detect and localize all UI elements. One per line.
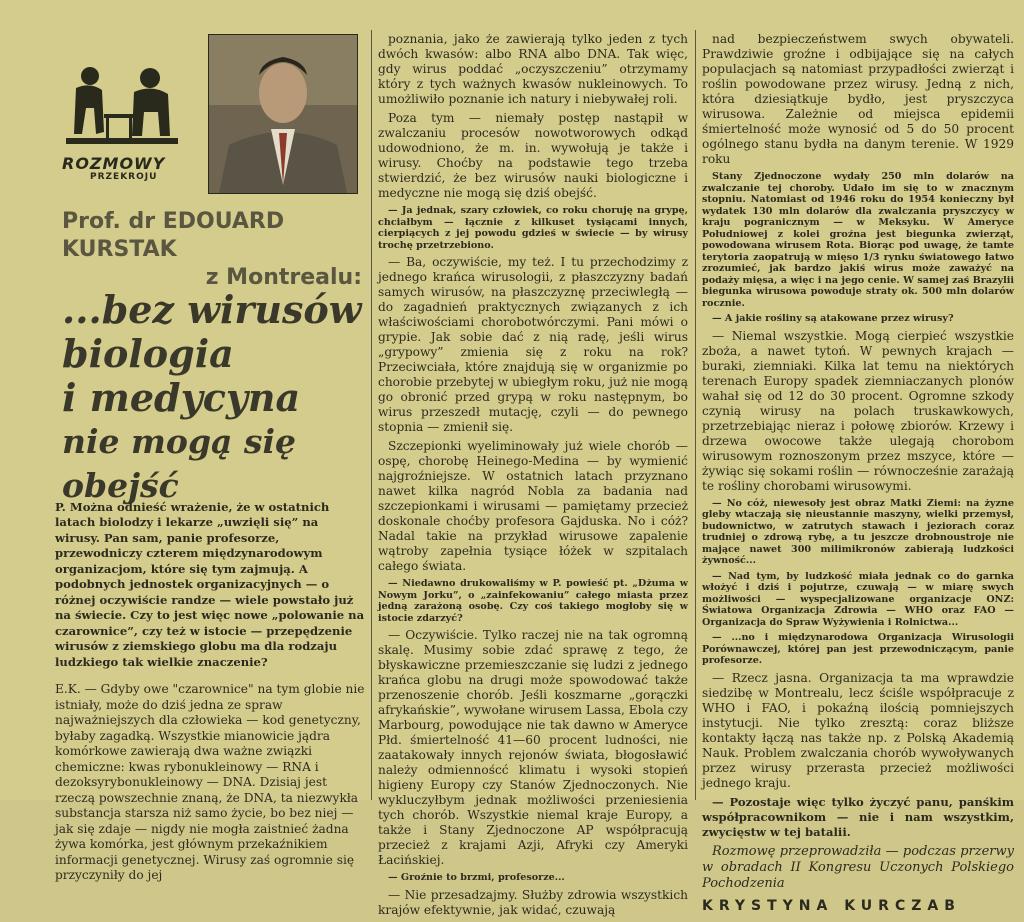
c2-paragraph-3: — Ba, oczywiście, my też. I tu przechodzimy z jednego krańca wirusologii, z płaszczyzny badań samych wirusów, na płaszczyznę przeciwległą — do zagadnień praktycznych związanych z ich właściwościami chorobotwórczymi. Pani mówi o grypie. Jak sobie dać z nią radę, jeśli wirus „grypowy” zmienia się z roku na rok? Przeciwciała, które znajdują się w organizmie po chorobie przebytej w ubiegłym roku, już nie mogą go obronić przed grypą w roku następnym, bo wirus przeszedł mutację, czyli — do pewnego stopnia — zmienił się. bbox=[378, 255, 688, 434]
author-line-2: z Montrealu: bbox=[205, 265, 362, 290]
c2-paragraph-2: Poza tym — niemały postęp nastąpił w zwalczaniu procesów nowotworowych odkąd udowodniono, że m. in. wywołują je także i wirusy. Choćby na podstawie tego trzeba stwierdzić, że bez wirusów nauki biologiczne i medyczne nie mogą się dziś obejść. bbox=[378, 111, 688, 200]
c3-paragraph-3: — Rzecz jasna. Organizacja ta ma wprawdzie siedzibę w Montrealu, lecz ściśle współpracuje z WHO i FAO, i pokaźną ilością pomniejszych instytucji. Nie tylko zresztą: coraz bliższe kontakty łączą nas także np. z Polską Akademią Nauk. Problem zwalczania chorób wywoływanych przez wirusy przerasta przecież możliwości jednego kraju. bbox=[702, 670, 1014, 790]
c3-paragraph-1b: Stany Zjednoczone wydały 250 mln dolarów na zwalczanie tej choroby. Udało im się to w znacznym stopniu. Natomiast od 1946 roku do 1954 konieczny był wydatek 130 mln dolarów dla zwalczania pryszczycy w kraju pogranicznym — w Meksyku. W Ameryce Południowej z kolei groźna jest biegunka zwierząt, powodowana wirusem Rota. Biorąc pod uwagę, że tamte terytoria zaopatrują w mięso 1/3 rynku światowego łatwo zrozumieć, jak bardzo jakiś wirus może zaważyć na podaży mięsa, a więc i na jego cenie. W samej zaś Brazylii biegunka wirusowa powoduje straty ok. 500 mln dolarów rocznie. bbox=[702, 171, 1014, 309]
logo-figures-icon bbox=[62, 62, 182, 157]
c2-question-1: — Ja jednak, szary człowiek, co roku choruję na grypę, chciałbym — łącznie z kilkuset tysiącami innych, cierpiących z jej powodu gdzieś w świecie — by wirusy trochę przetrzebiono. bbox=[378, 205, 688, 251]
author-headline bbox=[62, 208, 362, 292]
c2-paragraph-6: — Nie przesadzajmy. Służby zdrowia wszystkich krajów efektywnie, jak widać, czuwają bbox=[378, 887, 688, 917]
column-1-text bbox=[55, 488, 365, 896]
logo-subtitle: PRZEKROJU bbox=[90, 172, 158, 182]
column-2-text bbox=[378, 32, 688, 922]
column-divider-1 bbox=[371, 30, 372, 800]
interview-credit: Rozmowę przeprowadziła — podczas przerwy w obradach II Kongresu Uczonych Polskiego Pochodzenia bbox=[702, 843, 1014, 891]
c3-closing: — Pozostaje więc tylko życzyć panu, panśkim współpracownikom — nie i nam wszystkim, zwycięstw w tej batalii. bbox=[702, 794, 1014, 839]
c3-question-1: — A jakie rośliny są atakowane przez wirusy? bbox=[712, 313, 954, 324]
portrait-image bbox=[209, 35, 357, 193]
author-signature: KRYSTYNA KURCZAB bbox=[702, 897, 961, 914]
title-line-1: ...bez wirusów bbox=[62, 287, 362, 332]
column-divider-2 bbox=[695, 30, 696, 800]
title-line-3: i medycyna bbox=[62, 375, 301, 420]
c3-paragraph-2: — Niemal wszystkie. Mogą cierpieć wszystkie zboża, a nawet tytoń. W pewnych krajach — buraki, ziemniaki. Kilka lat temu na niektórych terenach Europy spadek ziemniaczanych plonów wahał się od 12 do 30 procent. Ogromne szkody czynią wirusy na polach truskawkowych, przetrzebiając nieraz i połowę zbiorów. Krzewy i drzewa owocowe także ulegają chorobom wirusowym roznoszonym przez mszyce, które — żywiąc się sokami roślin — równocześnie zarażają te rośliny chorobami wirusowymi. bbox=[702, 328, 1014, 493]
author-line-1: Prof. dr EDOUARD KURSTAK bbox=[62, 209, 285, 262]
c2-paragraph-1: poznania, jako że zawierają tylko jeden z tych dwóch kwasów: albo RNA albo DNA. Tak więc, gdy wirus poddać „oczyszczeniu” otrzymamy który z tych ważnych kwasów nukleinowych. To umożliwiło poznanie ich natury i niebywałej roli. bbox=[378, 32, 688, 106]
column-3-text bbox=[702, 32, 1014, 914]
article-title bbox=[62, 288, 362, 508]
c2-question-3: — Groźnie to brzmi, profesorze... bbox=[388, 872, 565, 883]
title-line-2: biologia bbox=[62, 331, 234, 376]
c2-question-2: — Niedawno drukowaliśmy w P. powieść pt. „Dżuma w Nowym Jorku”, o „zainfekowaniu” całego miasta przez jedną zarażoną osobę. Czy coś takiego mogłoby się w istocie zdarzyć? bbox=[378, 578, 688, 624]
question-intro: P. Można odnieść wrażenie, że w ostatnich latach biolodzy i lekarze „uwzięli się” na wirusy. Pan sam, panie profesorze, przewodniczy czterem międzynarodowym organizacjom, które się tym zajmują. A podobnych jednostek organizacyjnych — o różnej oczywiście randze — wiele powstało już na świecie. Czy to jest więc nowe „polowanie na czarownice”, czy też w istocie — przepędzenie wirusów z ziemskiego globu ma dla rodzaju ludzkiego tak wielkie znaczenie? bbox=[55, 499, 365, 669]
c2-paragraph-5: — Oczywiście. Tylko raczej nie na tak ogromną skalę. Musimy sobie zdać sprawę z tego, że błyskawiczne przemieszczanie się ludzi z jednego krańca globu na drugi może spowodować także przenoszenie chorób. Jeśli koszmarne „gorączki afrykańskie”, wywołane wirusem Lassa, Ebola czy Marbourg, powodujące nie tak dawno w Ameryce Płd. śmiertelność 41—60 procent ludności, nie zaatakowały innych rejonów świata, błogosławić należy odmiennoścć klimatu i wysoki stopień higieny Europy czy Stanów Zjednoczonych. Nie wykluczyłbym jednak możliwości przeniesienia tych chorób. Wszystkie niemal kraje Europy, a także i Stany Zjednoczone AP współpracują przecież z krajami Azji, Afryki czy Ameryki Łacińskiej. bbox=[378, 628, 688, 867]
c3-question-2b: — Nad tym, by ludzkość miała jednak co do garnka włożyć i dziś i pojutrze, czuwają — w miarę swych możliwości — wyspecjalizowane organizacje ONZ: Światowa Organizacja Zdrowia — WHO oraz FAO — Organizacja do Spraw Wyżywienia i Rolnictwa... bbox=[702, 570, 1014, 628]
c3-question-3: — ...no i międzynarodowa Organizacja Wirusologii Porównawczej, której pan jest przewodniczącym, panie profesorze. bbox=[702, 632, 1014, 666]
title-line-4: nie mogą się obejść bbox=[62, 422, 296, 505]
rozmowy-logo bbox=[62, 62, 192, 182]
c3-paragraph-1: nad bezpieczeństwem swych obywateli. Prawdziwie groźne i odbijające się na całych populacjach są natomiast przypadłości zwierząt i roślin powodowane przez wirusy. Jedną z nich, która dziesiątkuje bydło, jest pryszczyca wirusowa. Zależnie od miejsca epidemii śmiertelność może wynosić od 5 do 50 procent ogólnego stanu bydła na danym terenie. W 1929 roku bbox=[702, 32, 1014, 166]
c2-paragraph-4: Szczepionki wyeliminowały już wiele chorób — ospę, chorobę Heinego-Medina — by wymienić najgroźniejsze. W ostatnich latach przyznano nawet kilka nagród Nobla za badania nad szczepionkami i wirusami — pamiętamy przecież doskonale choćby profesora Gajduska. No i cóż? Nadal takie na przykład wirusowe zapalenie wątroby zapełnia tysiące łóżek w szpitalach całego świata. bbox=[378, 439, 688, 573]
answer-text: E.K. — Gdyby owe "czarownice" na tym globie nie istniały, może do dziś jedna ze spraw najważniejszych dla człowieka — kod genetyczny, byłaby zagadką. Wszystkie mianowicie jądra komórkowe zawierają dwa ważne związki chemiczne: kwas rybonukleinowy — RNA i dezoksyrybonukleinowy — DNA. Dzisiaj jest rzeczą powszechnie znaną, że DNA, ta niezwykła substancja starsza niż samo życie, bo bez niej — jak się zdaje — nigdy nie mogła zaistnieć żadna żywa komórka, jest głównym przekaźnikiem informacji genetycznej. Wirusy zaś ogromnie się przyczyniły do jej bbox=[55, 682, 365, 883]
c3-question-2: — No cóż, niewesoły jest obraz Matki Ziemi: na żyzne gleby wtaczają się nieustannie maszyny, wielki przemysł, budownictwo, w zatrutych stawach i jeziorach coraz trudniej o zdrową rybę, a tu jeszcze drobnoustroje nie mające nawet 300 milimikronów zabierają ludzkości żywność... bbox=[702, 497, 1014, 566]
logo-title: ROZMOWY bbox=[62, 154, 166, 173]
portrait-photo bbox=[208, 34, 358, 194]
